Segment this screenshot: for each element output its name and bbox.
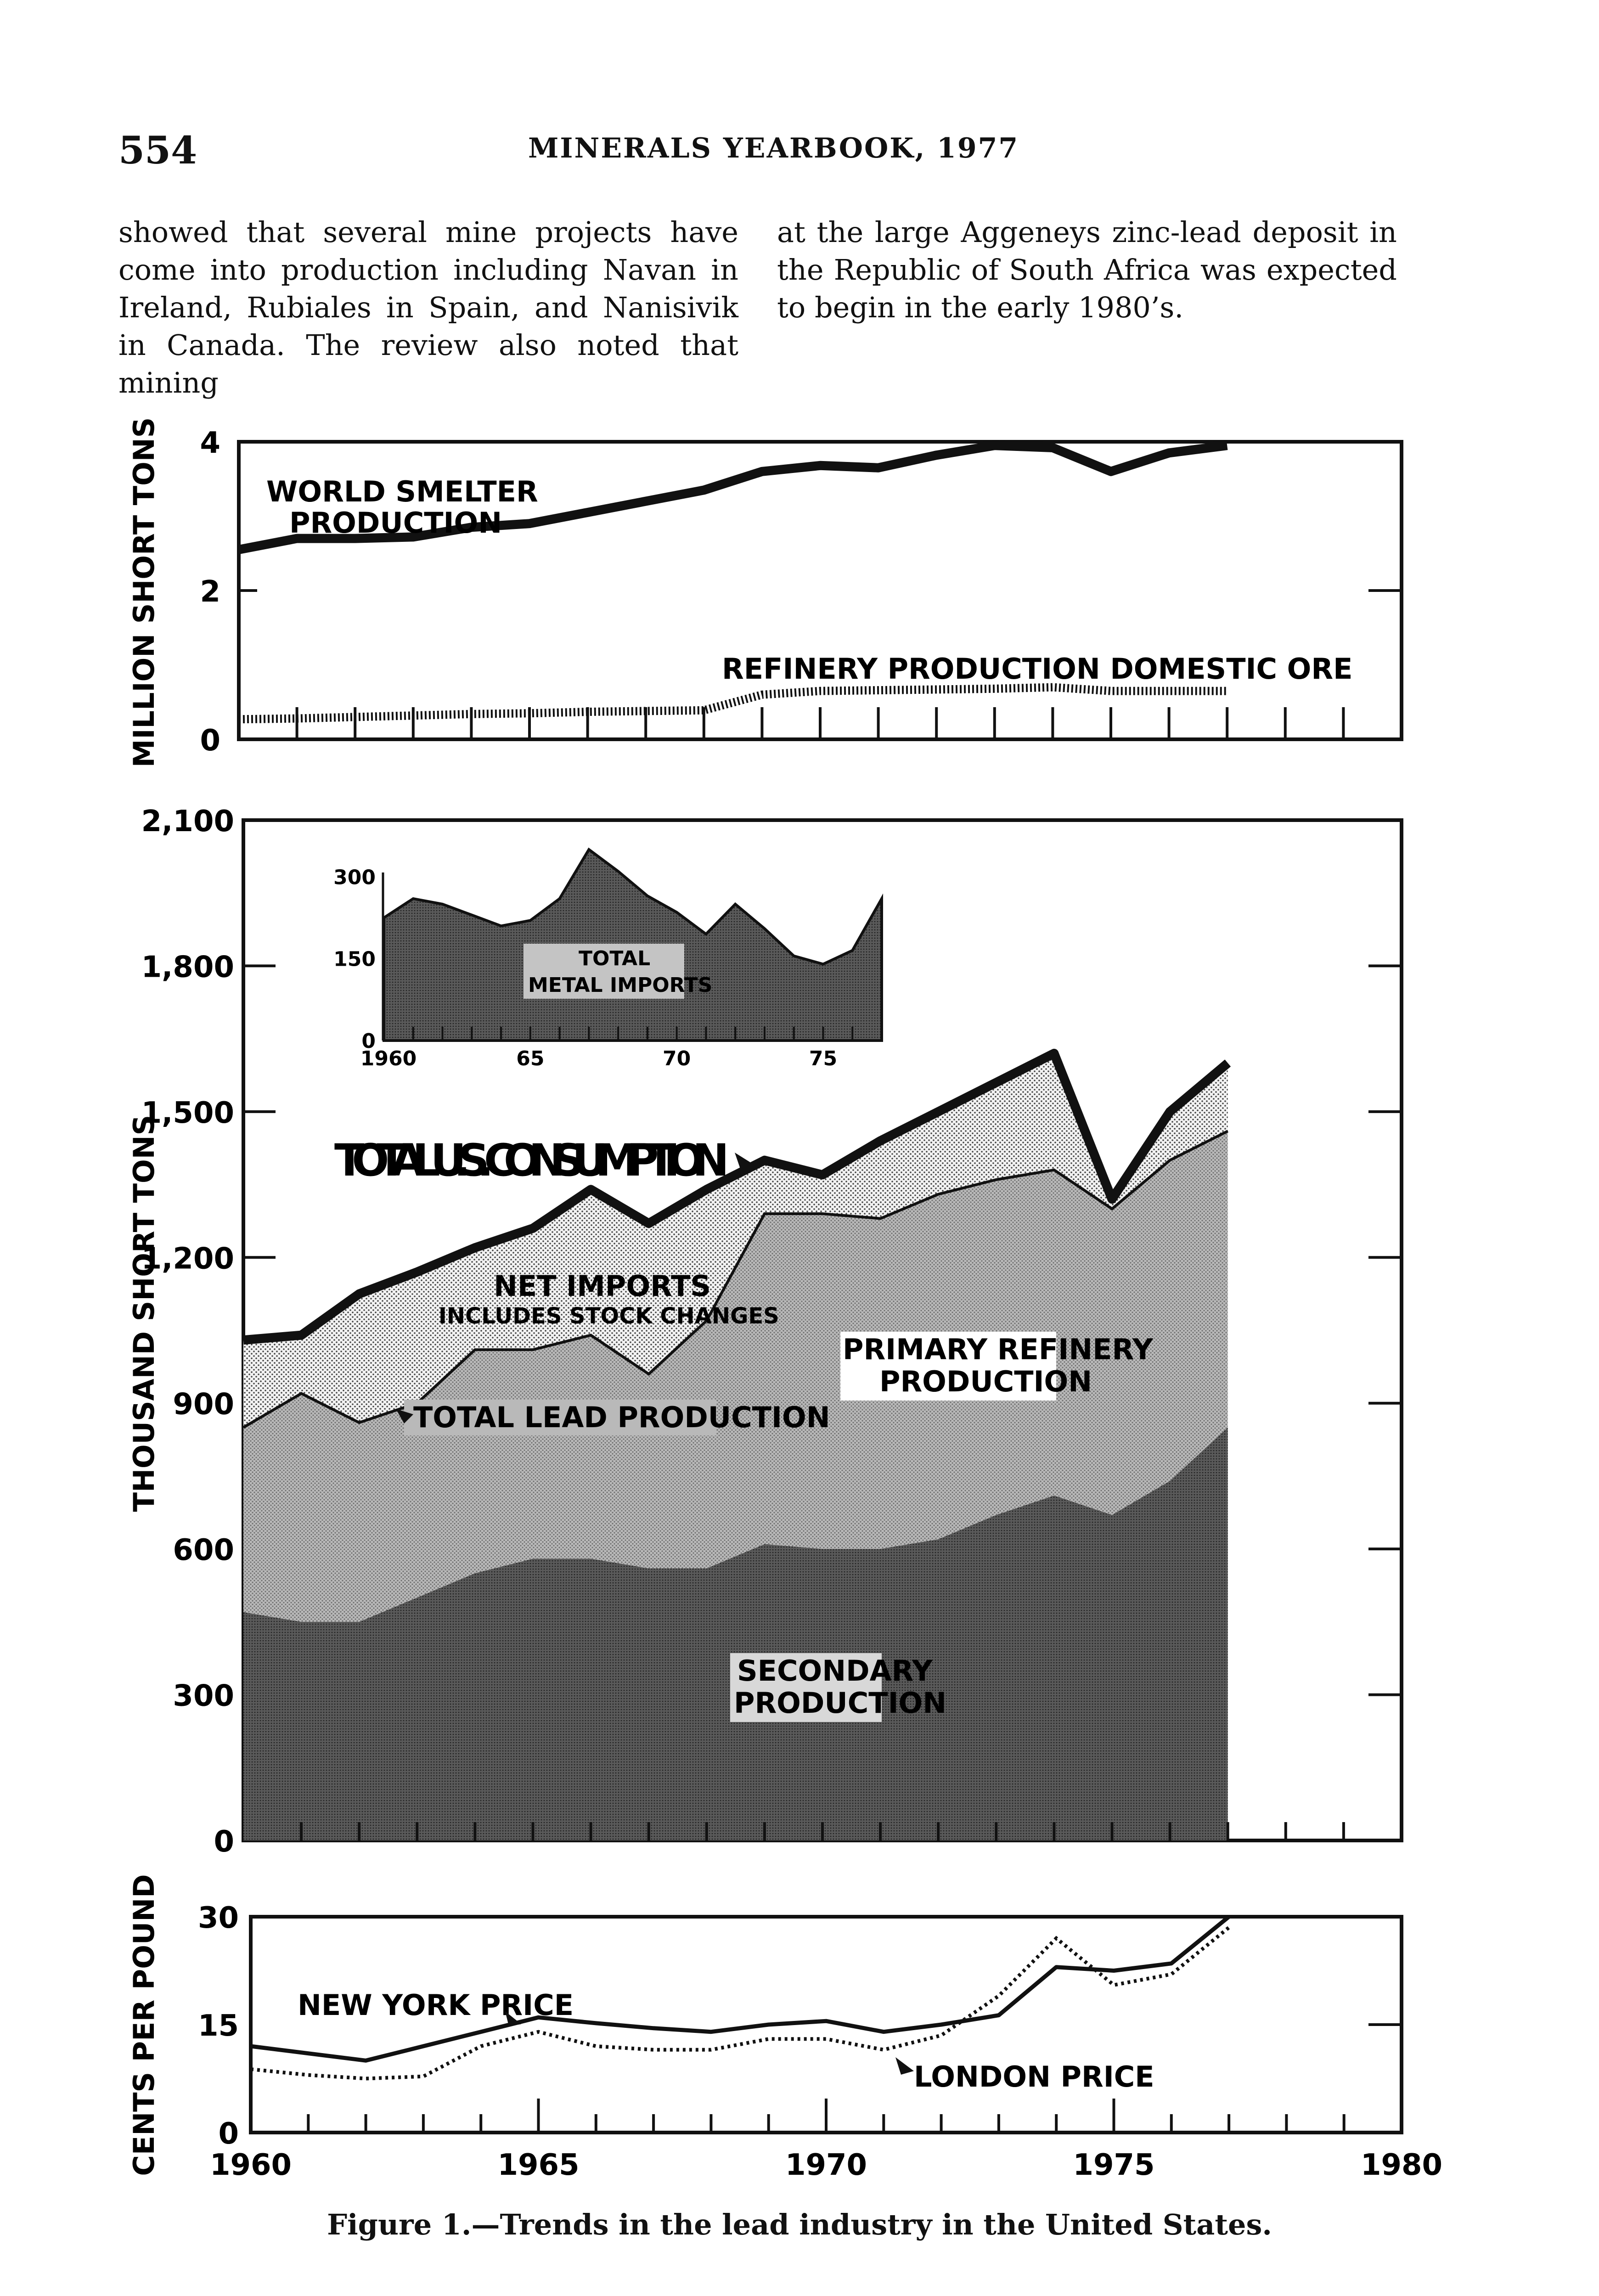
x-tick-label: 1975 <box>1073 2148 1155 2182</box>
y-tick-label: 1,800 <box>141 950 234 985</box>
y-tick-label: 900 <box>173 1387 234 1422</box>
x-tick-label: 1970 <box>785 2148 867 2182</box>
body-paragraph-left: showed that several mine projects have come into production including Navan in Ireland, Rubiales in Spain, and Nanisivik in Canada. The review also noted that mining <box>118 215 738 400</box>
y-axis-title: MILLION SHORT TONS <box>127 417 161 768</box>
new-york-label: NEW YORK PRICE <box>298 1988 574 2022</box>
world-production-panel <box>127 417 1402 768</box>
inset-x-tick-label: 1960 <box>360 1047 417 1070</box>
inset-y-tick-label: 150 <box>333 947 376 971</box>
y-tick-label: 600 <box>173 1533 234 1568</box>
y-tick-label: 0 <box>218 2117 239 2151</box>
y-tick-label: 4 <box>200 426 220 460</box>
y-tick-label: 300 <box>173 1679 234 1713</box>
inset-title-2: METAL IMPORTS <box>528 974 713 997</box>
london-label: LONDON PRICE <box>914 2060 1154 2093</box>
net-imports-label: NET IMPORTS <box>494 1269 711 1303</box>
secondary-label-1: SECONDARY <box>737 1654 933 1688</box>
consumption-label: TOTAL U.S. CONSUMPTION <box>334 1135 729 1186</box>
page-number: 554 <box>118 129 197 173</box>
price-panel <box>127 1874 1442 2182</box>
world-smelter-label-2: PRODUCTION <box>289 506 502 540</box>
y-tick-label: 0 <box>214 1825 234 1859</box>
lead-production-label: TOTAL LEAD PRODUCTION <box>413 1401 830 1434</box>
net-imports-sub-label: INCLUDES STOCK CHANGES <box>439 1303 779 1329</box>
y-tick-label: 0 <box>200 724 220 758</box>
inset-x-tick-label: 75 <box>809 1047 838 1070</box>
y-tick-label: 1,200 <box>141 1242 234 1276</box>
y-tick-label: 2 <box>200 575 220 609</box>
world-smelter-label-1: WORLD SMELTER <box>266 475 538 508</box>
primary-label-1: PRIMARY REFINERY <box>843 1333 1153 1366</box>
y-tick-label: 2,100 <box>141 805 234 838</box>
y-tick-label: 30 <box>197 1901 239 1935</box>
x-tick-label: 1960 <box>209 2148 292 2182</box>
body-paragraph-right: at the large Aggeneys zinc-lead deposit in the Republic of South Africa was expected to begin in the early 1980’s. <box>777 215 1397 324</box>
x-tick-label: 1980 <box>1360 2148 1443 2182</box>
inset-title-1: TOTAL <box>579 947 651 970</box>
consumption-panel <box>127 805 1402 1859</box>
y-axis-title: CENTS PER POUND <box>127 1874 161 2176</box>
y-tick-label: 15 <box>197 2009 239 2043</box>
y-tick-label: 1,500 <box>141 1096 234 1130</box>
primary-label-2: PRODUCTION <box>879 1365 1092 1398</box>
running-head: MINERALS YEARBOOK, 1977 <box>528 132 1019 164</box>
y-axis-title: THOUSAND SHORT TONS <box>127 1114 161 1512</box>
inset-y-tick-label: 300 <box>333 866 376 889</box>
inset-x-tick-label: 65 <box>516 1047 545 1070</box>
figure-caption: Figure 1.—Trends in the lead industry in the United States. <box>327 2208 1272 2241</box>
x-tick-label: 1965 <box>497 2148 580 2182</box>
secondary-label-2: PRODUCTION <box>734 1686 947 1720</box>
inset-x-tick-label: 70 <box>663 1047 691 1070</box>
inset-y-tick-label: 0 <box>361 1030 376 1053</box>
refinery-label: REFINERY PRODUCTION DOMESTIC ORE <box>722 652 1353 686</box>
